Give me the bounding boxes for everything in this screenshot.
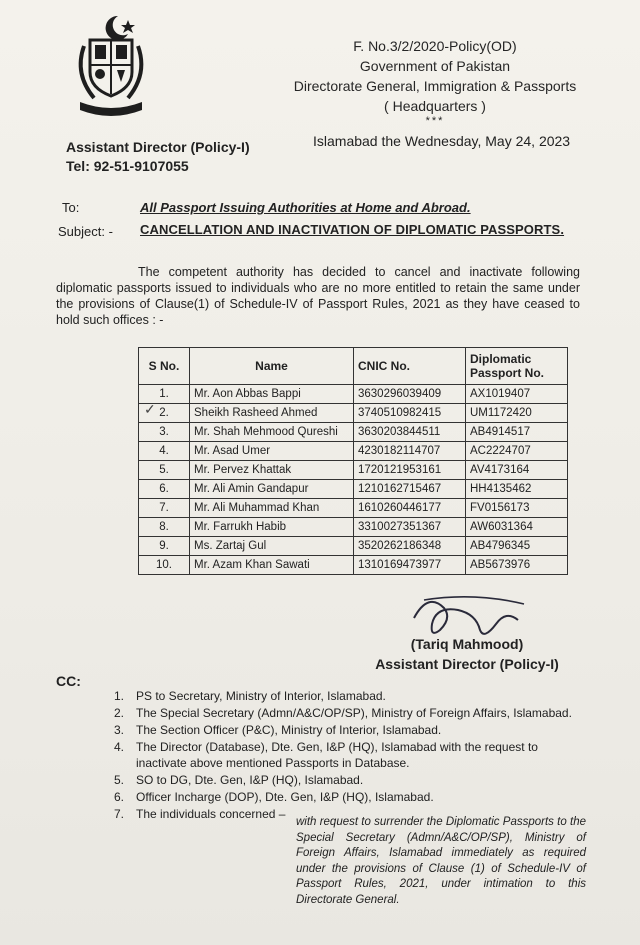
cell-serial: 10. — [139, 556, 190, 575]
addressee: All Passport Issuing Authorities at Home and Abroad. — [140, 200, 471, 215]
cell-passport: AC2224707 — [466, 442, 568, 461]
cell-cnic: 3310027351367 — [354, 518, 466, 537]
department-name: Directorate General, Immigration & Passports — [293, 78, 577, 94]
list-item: 4. The Director (Database), Dte. Gen, I&P (HQ), Islamabad with the request to inactivate above mentioned Passports in Database. — [114, 740, 538, 770]
cell-serial: 2. — [139, 404, 190, 423]
table-row — [139, 461, 568, 480]
dateline: Islamabad the Wednesday, May 24, 2023 — [313, 133, 571, 149]
cell-cnic: 1720121953161 — [354, 461, 466, 480]
cell-name: Mr. Farrukh Habib — [190, 518, 354, 537]
cell-serial: 9. — [139, 537, 190, 556]
signer-title: Assistant Director (Policy-I) — [375, 656, 559, 672]
cell-serial: 1. — [139, 385, 190, 404]
cell-serial: 5. — [139, 461, 190, 480]
list-item: 3. The Section Officer (P&C), Ministry of Interior, Islamabad. — [114, 723, 442, 737]
cell-cnic: 1310169473977 — [354, 556, 466, 575]
list-item: 5. SO to DG, Dte. Gen, I&P (HQ), Islamabad. — [114, 773, 364, 787]
table-row — [139, 385, 568, 404]
passport-table — [138, 347, 568, 575]
list-item: 7. The individuals concerned – — [114, 807, 286, 821]
cell-cnic: 1610260446177 — [354, 499, 466, 518]
table-header-row — [139, 348, 568, 385]
cell-passport: AW6031364 — [466, 518, 568, 537]
cell-name: Mr. Ali Muhammad Khan — [190, 499, 354, 518]
government-name: Government of Pakistan — [359, 58, 511, 74]
table-row — [139, 423, 568, 442]
cell-name: Mr. Shah Mehmood Qureshi — [190, 423, 354, 442]
cell-cnic: 1210162715467 — [354, 480, 466, 499]
cell-cnic: 3520262186348 — [354, 537, 466, 556]
list-item: 1. PS to Secretary, Ministry of Interior, Islamabad. — [114, 689, 386, 703]
table-row — [139, 442, 568, 461]
cell-name: Mr. Pervez Khattak — [190, 461, 354, 480]
cell-serial: 8. — [139, 518, 190, 537]
col-passport: Diplomatic Passport No. — [466, 348, 568, 385]
cell-cnic: 3630203844511 — [354, 423, 466, 442]
cc-item-7-note: with request to surrender the Diplomatic Passports to the Special Secretary (Admn/A&C/OP/SP), Ministry of Foreign Affairs, Islamabad immediately as required under the provisions of Clause (1) of Schedule-IV of Passport Rules, 2021, under intimation to this Directorate General. — [296, 816, 586, 906]
cell-name: Mr. Ali Amin Gandapur — [190, 480, 354, 499]
letter-body: The competent authority has decided to cancel and inactivate following diplomatic passports issued to individuals who are no more entitled to retain the same under the provisions of Clause(1) of Schedule-IV of Passport Rules, 2021 as they have ceased to hold such offices : - — [56, 265, 580, 327]
table-row — [139, 480, 568, 499]
cell-name: Mr. Asad Umer — [190, 442, 354, 461]
cell-passport: AV4173164 — [466, 461, 568, 480]
table-row — [139, 404, 568, 423]
list-item: 6. Officer Incharge (DOP), Dte. Gen, I&P (HQ), Islamabad. — [114, 790, 434, 804]
sender-telephone: Tel: 92-51-9107055 — [66, 158, 189, 174]
cell-passport: AB4914517 — [466, 423, 568, 442]
sender-title: Assistant Director (Policy-I) — [66, 139, 250, 155]
cell-cnic: 3630296039409 — [354, 385, 466, 404]
headquarters-label: ( Headquarters ) — [384, 98, 486, 114]
cc-label: CC: — [56, 673, 81, 689]
cell-passport: AX1019407 — [466, 385, 568, 404]
cell-serial: 3. — [139, 423, 190, 442]
file-reference: F. No.3/2/2020-Policy(OD) — [353, 38, 517, 54]
col-serial: S No. — [139, 348, 190, 385]
cell-name: Mr. Azam Khan Sawati — [190, 556, 354, 575]
cell-passport: AB5673976 — [466, 556, 568, 575]
table-row — [139, 537, 568, 556]
cell-passport: AB4796345 — [466, 537, 568, 556]
cell-serial: 6. — [139, 480, 190, 499]
subject-line: CANCELLATION AND INACTIVATION OF DIPLOMATIC PASSPORTS. — [140, 222, 565, 237]
cell-passport: HH4135462 — [466, 480, 568, 499]
cell-serial: 7. — [139, 499, 190, 518]
cell-name: Mr. Aon Abbas Bappi — [190, 385, 354, 404]
cell-passport: UM1172420 — [466, 404, 568, 423]
subject-label: Subject: - — [58, 224, 113, 239]
table-row — [139, 499, 568, 518]
signer-name: (Tariq Mahmood) — [410, 636, 524, 652]
signature-block — [372, 634, 562, 674]
handwritten-check-icon: ✓ — [144, 401, 156, 417]
addressee-row — [62, 200, 471, 215]
cc-list — [104, 688, 590, 823]
list-item: 2. The Special Secretary (Admn/A&C/OP/SP), Ministry of Foreign Affairs, Islamabad. — [114, 706, 572, 720]
cell-cnic: 4230182114707 — [354, 442, 466, 461]
cell-serial: 4. — [139, 442, 190, 461]
cell-passport: FV0156173 — [466, 499, 568, 518]
state-emblem-icon — [66, 10, 156, 120]
subject-row — [58, 222, 565, 239]
sender-block — [66, 138, 250, 176]
col-name: Name — [190, 348, 354, 385]
cell-name: Sheikh Rasheed Ahmed — [190, 404, 354, 423]
to-label: To: — [62, 200, 80, 215]
letterhead — [270, 36, 600, 126]
divider-stars: *** — [425, 115, 445, 127]
cell-name: Ms. Zartaj Gul — [190, 537, 354, 556]
table-row — [139, 518, 568, 537]
col-cnic: CNIC No. — [354, 348, 466, 385]
cell-cnic: 3740510982415 — [354, 404, 466, 423]
table-row — [139, 556, 568, 575]
